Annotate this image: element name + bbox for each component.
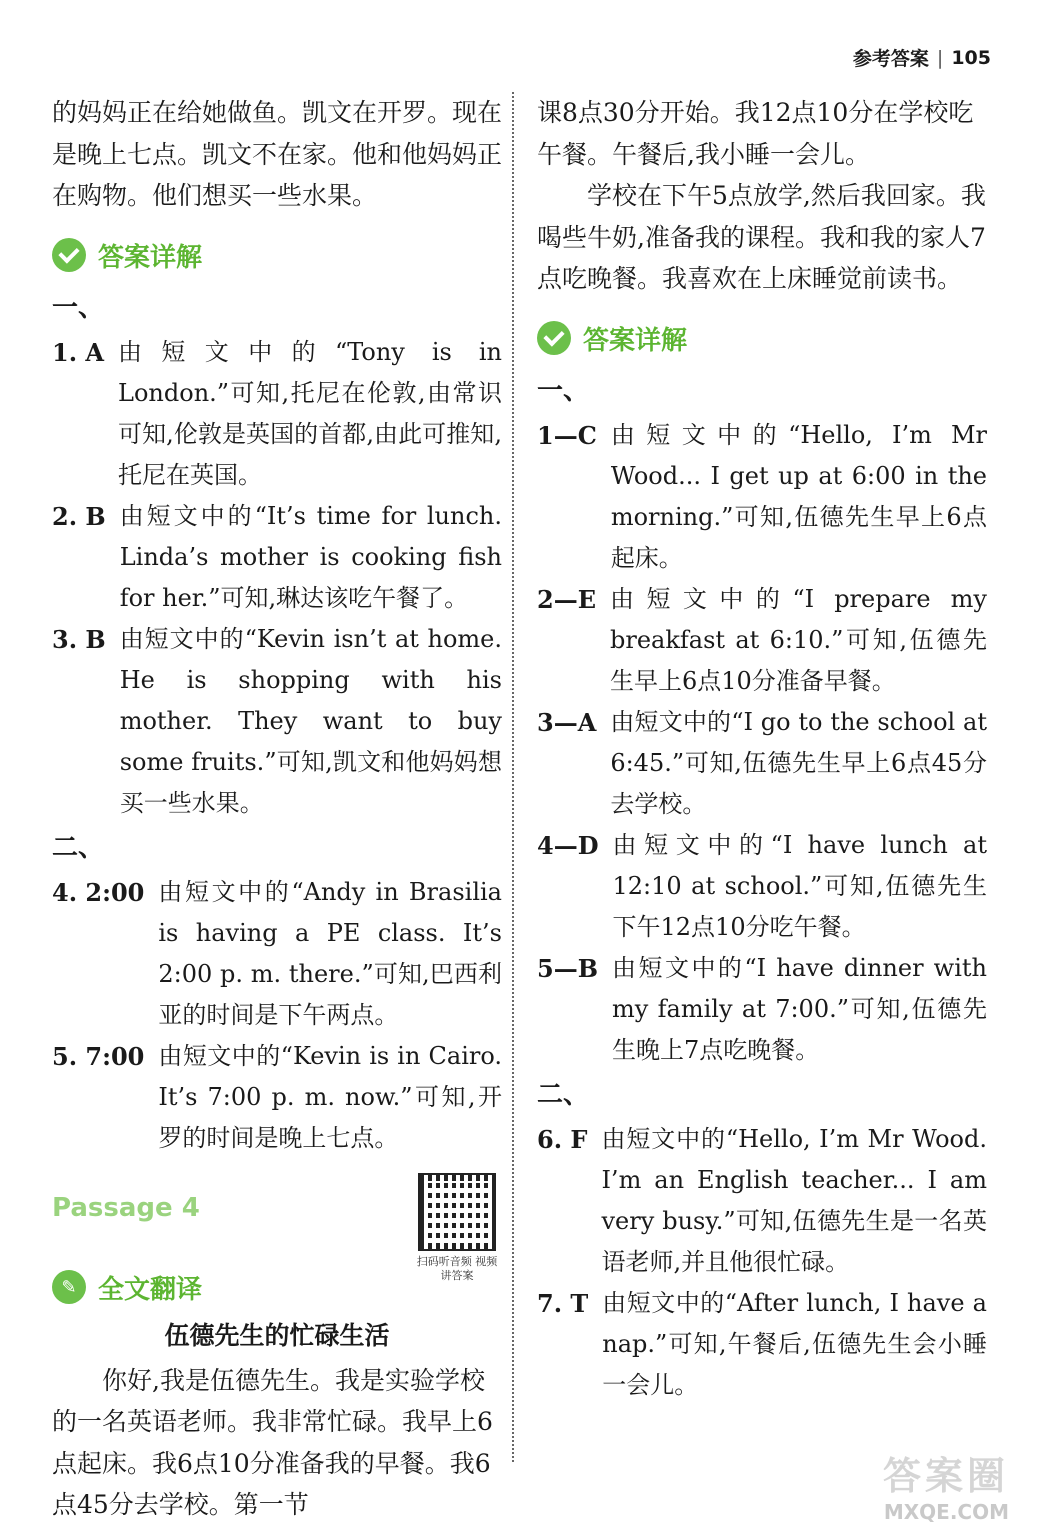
passage-title: Passage 4 — [52, 1192, 200, 1223]
watermark-url: MXQE.COM — [883, 1500, 1009, 1524]
pencil-icon: ✎ — [52, 1270, 86, 1304]
answer-heading-label: 答案详解 — [98, 242, 203, 273]
answer-item — [52, 619, 502, 824]
answer-explanation: 由短文中的“Hello, I’m Mr Wood... I get up at 6:00 in the morning.”可知,伍德先生早上6点起床。 — [610, 420, 987, 572]
right-column — [537, 92, 987, 1406]
answer-number: 4—D — [537, 830, 599, 860]
answer-number: 3—A — [537, 707, 597, 737]
answer-number: 5—B — [537, 953, 598, 983]
answer-item — [537, 702, 987, 825]
answer-section-heading — [52, 237, 502, 274]
translation-continued: 课8点30分开始。我12点10分在学校吃午餐。午餐后,我小睡一会儿。 — [537, 98, 974, 169]
qr-block[interactable] — [412, 1173, 502, 1283]
translation-title: 伍德先生的忙碌生活 — [164, 1320, 390, 1350]
part-two-label: 二、 — [537, 1079, 590, 1110]
translation-text: 你好,我是伍德先生。我是实验学校的一名英语老师。我非常忙碌。我早上6点起床。我6点10分准备我的早餐。我6点45分去学校。第一节 — [52, 1365, 493, 1519]
answer-item — [52, 1036, 502, 1159]
translation-paragraph: 学校在下午5点放学,然后我回家。我喝些牛奶,准备我的课程。我和我的家人7点吃晚餐。我喜欢在上床睡觉前读书。 — [537, 181, 986, 293]
column-divider — [512, 92, 514, 1462]
answer-explanation: 由短文中的“I have lunch at 12:10 at school.”可知,伍德先生下午12点10分吃午餐。 — [612, 830, 987, 941]
answer-item — [537, 948, 987, 1071]
answer-item — [537, 415, 987, 579]
answer-explanation: 由短文中的“After lunch, I have a nap.”可知,午餐后,伍德先生会小睡一会儿。 — [602, 1288, 987, 1399]
answer-number: 5. 7:00 — [52, 1041, 145, 1071]
left-column — [52, 92, 502, 1526]
answer-number: 7. T — [537, 1288, 589, 1318]
answer-explanation: 由短文中的“Hello, I’m Mr Wood. I’m an English teacher... I am very busy.”可知,伍德先生是一名英语老师,并且他很忙碌。 — [601, 1124, 987, 1276]
header-separator: | — [936, 46, 944, 69]
answer-item — [52, 496, 502, 619]
answer-number: 6. F — [537, 1124, 588, 1154]
answer-section-heading — [537, 320, 987, 357]
page-number: 105 — [951, 46, 991, 69]
answer-number: 2. B — [52, 501, 106, 531]
page-header — [853, 44, 991, 71]
answer-explanation: 由短文中的“It’s time for lunch. Linda’s mother is cooking fish for her.”可知,琳达该吃午餐了。 — [119, 501, 502, 612]
answer-explanation: 由短文中的“Andy in Brasilia is having a PE class. It’s 2:00 p. m. there.”可知,巴西利亚的时间是下午两点。 — [158, 877, 502, 1029]
answer-number: 1. A — [52, 337, 105, 367]
qr-code-icon[interactable] — [418, 1173, 496, 1251]
answer-explanation: 由短文中的“Tony is in London.”可知,托尼在伦敦,由常识可知,伦敦是英国的首都,由此可推知,托尼在英国。 — [118, 337, 502, 489]
answer-explanation: 由短文中的“I go to the school at 6:45.”可知,伍德先生早上6点45分去学校。 — [610, 707, 987, 818]
part-one-label: 一、 — [52, 292, 105, 323]
answer-number: 2—E — [537, 584, 596, 614]
check-circle-icon — [52, 238, 86, 272]
answer-explanation: 由短文中的“I prepare my breakfast at 6:10.”可知,伍德先生早上6点10分准备早餐。 — [610, 584, 987, 695]
answer-number: 1—C — [537, 420, 597, 450]
part-one-label: 一、 — [537, 375, 590, 406]
answer-explanation: 由短文中的“Kevin is in Cairo. It’s 7:00 p. m. now.”可知,开罗的时间是晚上七点。 — [158, 1041, 502, 1152]
answer-number: 3. B — [52, 624, 106, 654]
answer-explanation: 由短文中的“I have dinner with my family at 7:00.”可知,伍德先生晚上7点吃晚餐。 — [611, 953, 987, 1064]
watermark — [883, 1445, 1009, 1524]
translation-heading-label: 全文翻译 — [98, 1274, 203, 1305]
answer-number: 4. 2:00 — [52, 877, 145, 907]
answer-heading-label: 答案详解 — [583, 325, 688, 356]
answer-item — [537, 825, 987, 948]
part-two-label: 二、 — [52, 832, 105, 863]
watermark-logo-text: 答案圈 — [882, 1454, 1009, 1498]
check-circle-icon — [537, 321, 571, 355]
passage-header-row — [52, 1173, 502, 1283]
header-title: 参考答案 — [852, 48, 929, 70]
answer-item — [537, 1283, 987, 1406]
qr-caption: 扫码听音频 视频讲答案 — [416, 1254, 498, 1282]
answer-item — [537, 579, 987, 702]
intro-text: 的妈妈正在给她做鱼。凯文在开罗。现在是晚上七点。凯文不在家。他和他妈妈正在购物。他们想买一些水果。 — [52, 98, 503, 210]
answer-item — [52, 872, 502, 1036]
answer-item — [52, 332, 502, 496]
answer-item — [537, 1119, 987, 1283]
answer-explanation: 由短文中的“Kevin isn’t at home. He is shopping with his mother. They want to buy some fruits.”可知,凯文和他妈妈想买一些水果。 — [119, 624, 502, 817]
